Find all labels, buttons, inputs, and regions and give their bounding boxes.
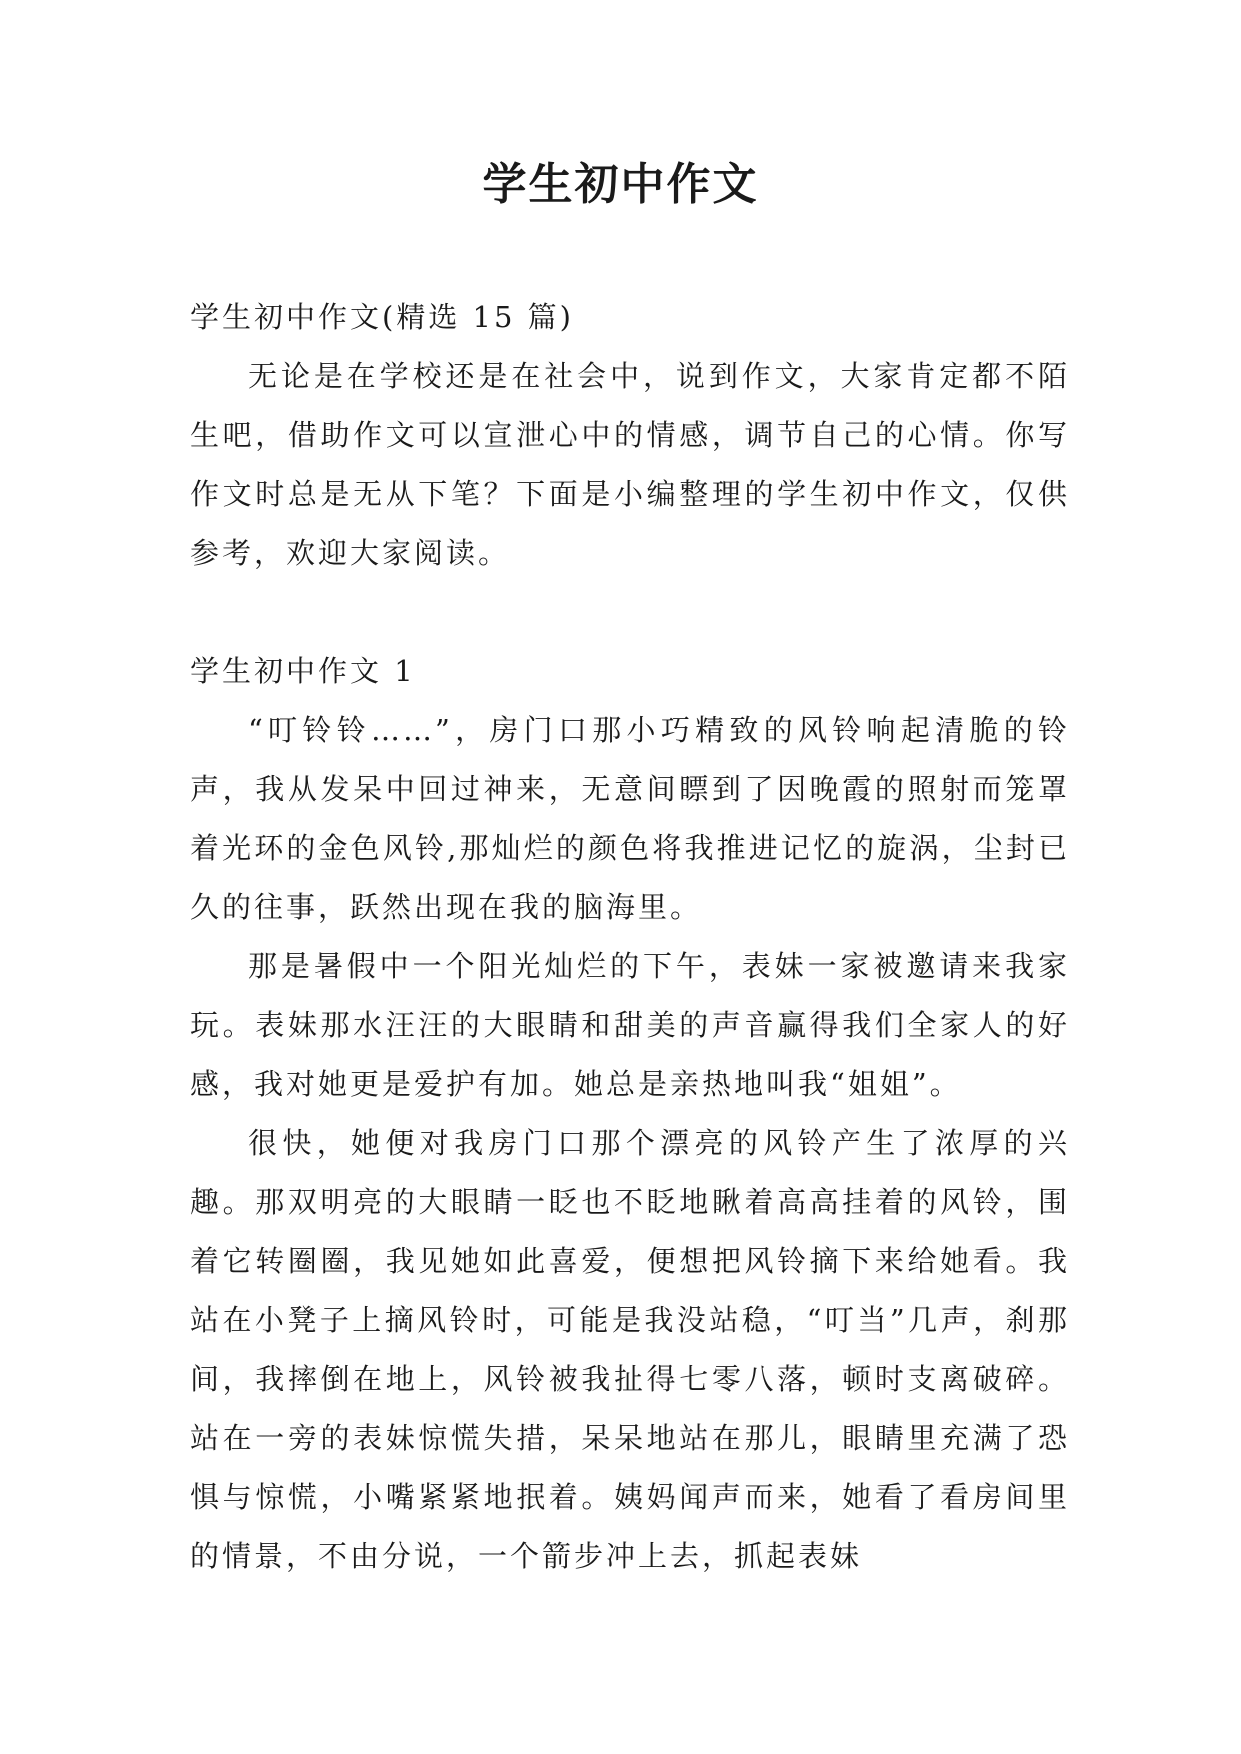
section-heading: 学生初中作文 1 xyxy=(190,654,416,688)
document-subtitle: 学生初中作文(精选 15 篇) xyxy=(190,300,574,334)
body-paragraph: 那是暑假中一个阳光灿烂的下午，表妹一家被邀请来我家玩。表妹那水汪汪的大眼睛和甜美的声音赢得我们全家人的好感，我对她更是爱护有加。她总是亲热地叫我“姐姐”。 xyxy=(190,949,1070,1101)
intro-paragraph: 无论是在学校还是在社会中，说到作文，大家肯定都不陌生吧，借助作文可以宣泄心中的情感，调节自己的心情。你写作文时总是无从下笔？下面是小编整理的学生初中作文，仅供参考，欢迎大家阅读。 xyxy=(190,359,1070,570)
document-title: 学生初中作文 xyxy=(482,159,759,210)
document-body xyxy=(190,288,1070,1586)
body-paragraph: 很快，她便对我房门口那个漂亮的风铃产生了浓厚的兴趣。那双明亮的大眼睛一眨也不眨地瞅着高高挂着的风铃，围着它转圈圈，我见她如此喜爱，便想把风铃摘下来给她看。我站在小凳子上摘风铃时，可能是我没站稳，“叮当”几声，刹那间，我摔倒在地上，风铃被我扯得七零八落，顿时支离破碎。站在一旁的表妹惊慌失措，呆呆地站在那儿，眼睛里充满了恐惧与惊慌，小嘴紧紧地抿着。姨妈闻声而来，她看了看房间里的情景，不由分说，一个箭步冲上去，抓起表妹 xyxy=(190,1126,1070,1573)
body-paragraph: “叮铃铃……”，房门口那小巧精致的风铃响起清脆的铃声，我从发呆中回过神来，无意间瞟到了因晚霞的照射而笼罩着光环的金色风铃,那灿烂的颜色将我推进记忆的旋涡，尘封已久的往事，跃然出现在我的脑海里。 xyxy=(190,713,1070,924)
section-spacer xyxy=(190,583,1070,642)
